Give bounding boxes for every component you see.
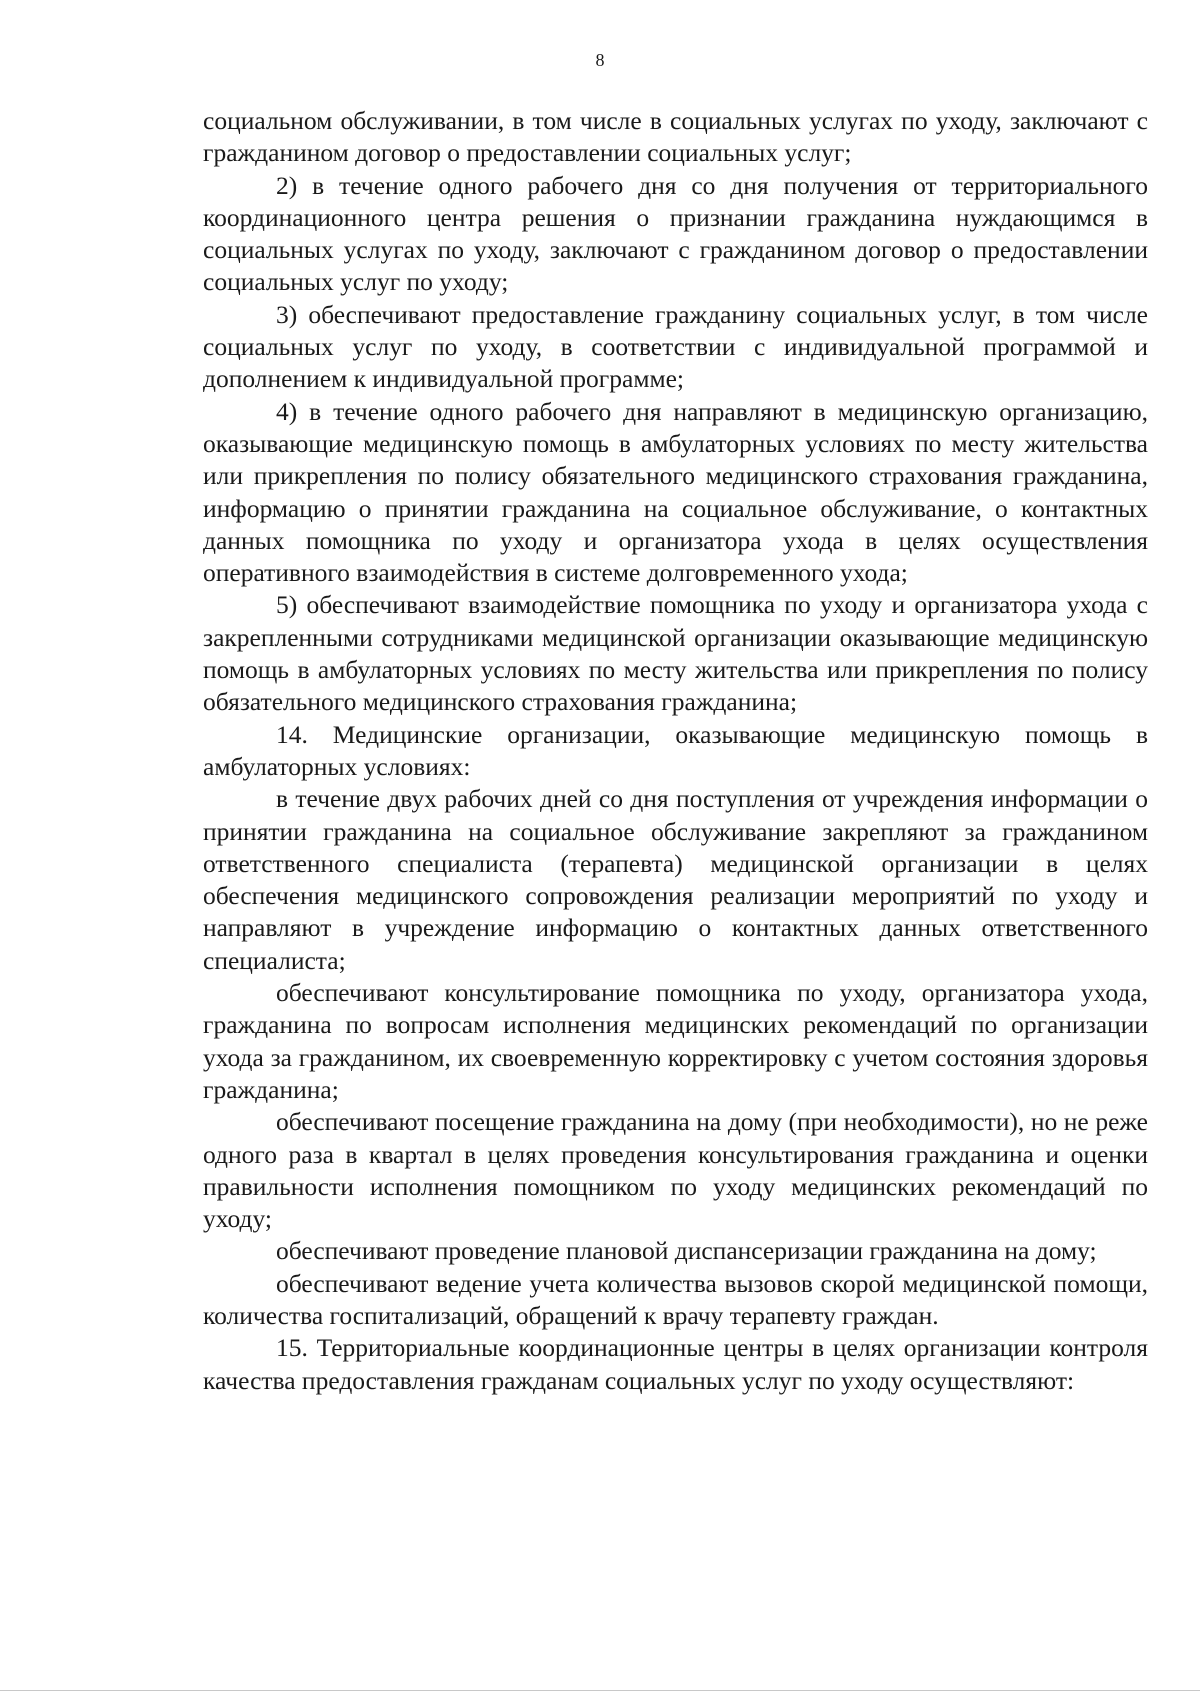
paragraph-continuation: социальном обслуживании, в том числе в социальных услугах по уходу, заключают с гражданином договор о предоставлении социальных услуг; [203,106,1148,168]
paragraph-section-14-duty-1: в течение двух рабочих дней со дня поступления от учреждения информации о принятии гражданина на социальное обслуживание закрепляют за гражданином ответственного специалиста (терапевта) медицинской организации в целях обеспечения медицинского сопровождения реализации мероприятий по уходу и направляют в учреждение информацию о контактных данных ответственного специалиста; [203,784,1148,975]
paragraph-section-14-duty-5: обеспечивают ведение учета количества вызовов скорой медицинской помощи, количества госпитализаций, обращений к врачу терапевту граждан. [203,1268,1148,1330]
paragraph-item-3: 3) обеспечивают предоставление гражданину социальных услуг, в том числе социальных услуг по уходу, в соответствии с индивидуальной программой и дополнением к индивидуальной программе; [203,299,1148,394]
paragraph-item-5: 5) обеспечивают взаимодействие помощника по уходу и организатора ухода с закрепленными сотрудниками медицинской организации оказывающие медицинскую помощь в амбулаторных условиях по месту жительства или прикрепления по полису обязательного медицинского страхования гражданина; [203,590,1148,717]
document-body [203,105,1148,1397]
paragraph-section-14: 14. Медицинские организации, оказывающие медицинскую помощь в амбулаторных условиях: [203,719,1148,781]
page-number: 8 [595,50,605,70]
paragraph-item-4: 4) в течение одного рабочего дня направляют в медицинскую организацию, оказывающие медицинскую помощь в амбулаторных условиях по месту жительства или прикрепления по полису обязательного медицинского страхования гражданина, информацию о принятии гражданина на социальное обслуживание, о контактных данных помощника по уходу и организатора ухода в целях осуществления оперативного взаимодействия в системе долговременного ухода; [203,396,1148,588]
scan-edge-line [0,1690,1200,1691]
paragraph-section-14-duty-3: обеспечивают посещение гражданина на дому (при необходимости), но не реже одного раза в квартал в целях проведения консультирования гражданина и оценки правильности исполнения помощником по уходу медицинских рекомендаций по уходу; [203,1107,1148,1234]
paragraph-section-14-duty-4: обеспечивают проведение плановой диспансеризации гражданина на дому; [276,1236,1097,1266]
paragraph-section-14-duty-2: обеспечивают консультирование помощника по уходу, организатора ухода, гражданина по вопросам исполнения медицинских рекомендаций по организации ухода за гражданином, их своевременную корректировку с учетом состояния здоровья гражданина; [203,978,1148,1104]
paragraph-item-2: 2) в течение одного рабочего дня со дня получения от территориального координационного центра решения о признании гражданина нуждающимся в социальных услугах по уходу, заключают с гражданином договор о предоставлении социальных услуг по уходу; [203,170,1148,297]
paragraph-section-15: 15. Территориальные координационные центры в целях организации контроля качества предоставления гражданам социальных услуг по уходу осуществляют: [203,1333,1148,1395]
